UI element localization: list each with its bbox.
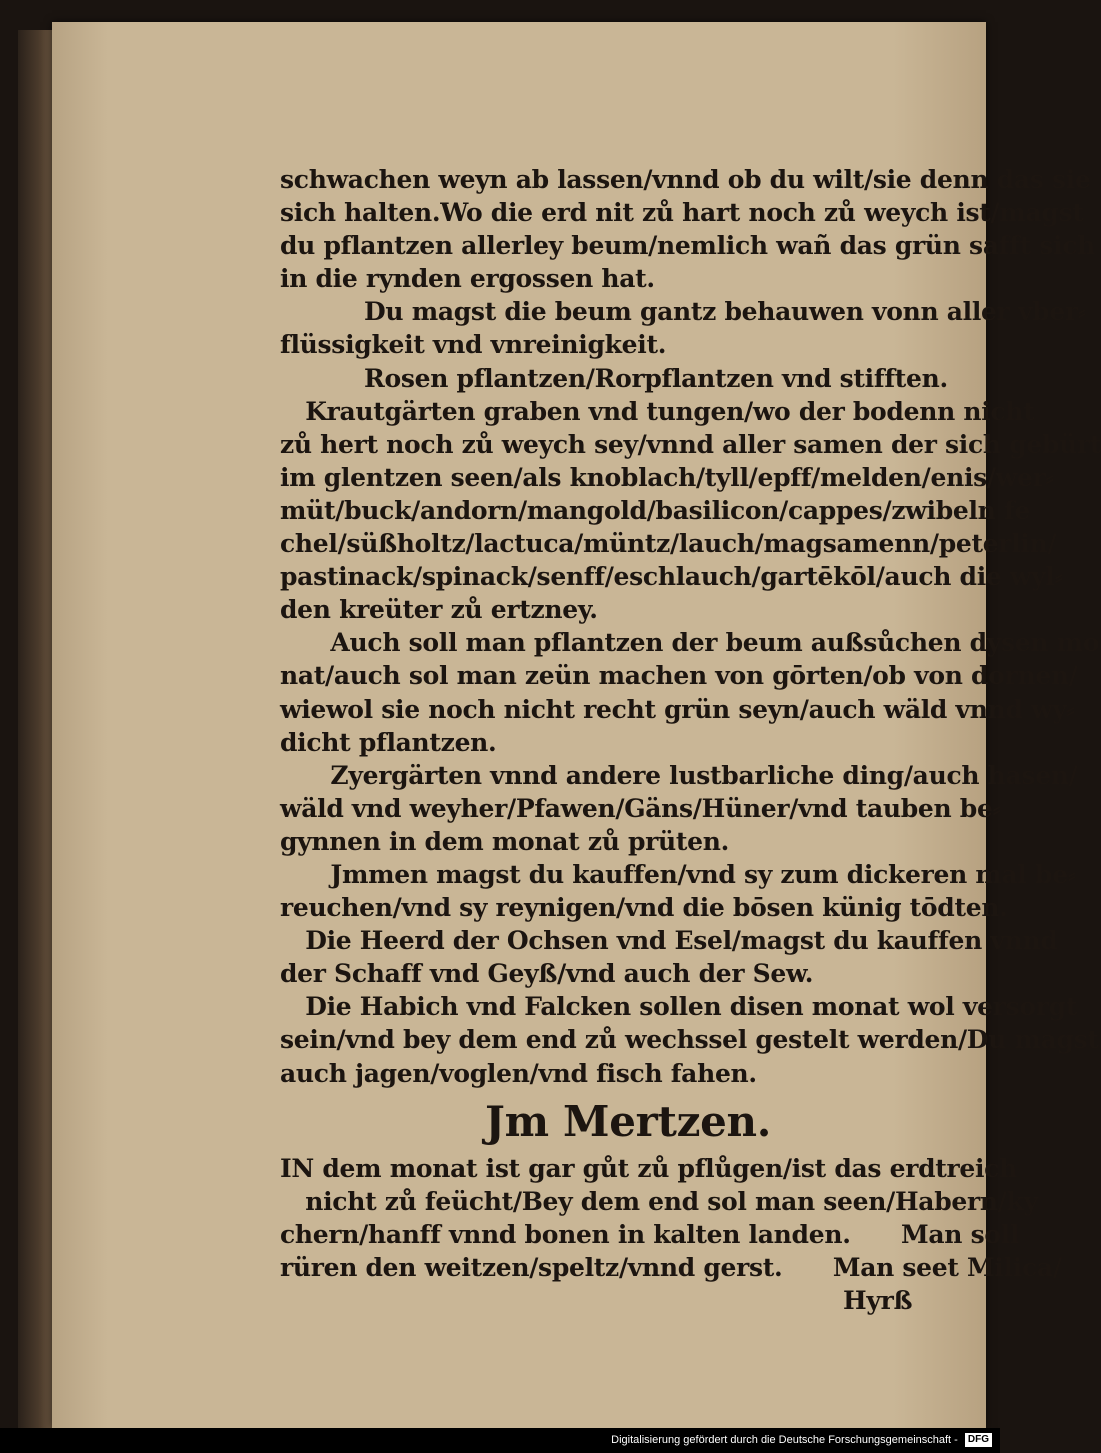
text-line: nat/auch sol man zeün machen von gōrten/ob von dornen/: [280, 661, 1078, 691]
text-line: Jmmen magst du kauffen/vnd sy zum dickeren mal be⸗: [280, 859, 1076, 889]
text-line: müt/buck/andorn/mangold/basilicon/cappes/zwibeln fe: [280, 495, 1031, 525]
text-line: Du magst die beum gantz behauwen vonn aller vber⸗: [280, 297, 1086, 327]
dfg-logo: DFG: [965, 1433, 992, 1447]
text-line: Zyergärten vnnd andere lustbarliche ding/auch hasen/: [280, 760, 1078, 790]
text-line: chern/hanff vnnd bonen in kalten landen. Man soll: [280, 1219, 1020, 1249]
text-line: Rosen pflantzen/Rorpflantzen vnd stifften.: [280, 363, 948, 393]
text-line: dicht pflantzen.: [280, 727, 497, 757]
text-line: wiewol sie noch nicht recht grün seyn/auch wäld vnnd wy⸗: [280, 694, 1075, 724]
text-line: im glentzen seen/als knoblach/tyll/epff/melden/enis/wer⸗: [280, 462, 1054, 492]
text-line: auch jagen/voglen/vnd fisch fahen.: [280, 1058, 757, 1088]
text-line: Die Heerd der Ochsen vnd Esel/magst du kauffen vnnd: [280, 926, 1058, 956]
text-line: gynnen in dem monat zů prüten.: [280, 826, 730, 856]
text-line: Krautgärten graben vnd tungen/wo der bodenn nicht: [280, 396, 1035, 426]
text-line: wäld vnd weyher/Pfawen/Gäns/Hüner/vnd tauben be⸗: [280, 793, 1001, 823]
text-line: flüssigkeit vnd vnreinigkeit.: [280, 330, 667, 360]
text-line: Die Habich vnd Falcken sollen disen monat wol versorgt: [280, 992, 1078, 1022]
text-line: chel/süßholtz/lactuca/müntz/lauch/magsamenn/peterlin/: [280, 529, 1057, 559]
text-line: IN dem monat ist gar gůt zů pflůgen/ist das erdtreich: [280, 1153, 1017, 1183]
text-line: den kreüter zů ertzney.: [280, 595, 598, 625]
text-line: sein/vnd bey dem end zů wechssel gestelt werden/Du magst: [280, 1025, 1099, 1055]
text-line: nicht zů feücht/Bey dem end sol man seen/Habern/ky: [280, 1186, 1038, 1216]
text-line: reuchen/vnd sy reynigen/vnd die bōsen künig tōdten.: [280, 893, 1008, 923]
page-text: [280, 163, 1101, 1317]
text-line: rüren den weitzen/speltz/vnnd gerst. Man seet Milica/: [280, 1252, 1062, 1282]
text-line: zů hert noch zů weych sey/vnnd aller samen der sich gebürt: [280, 429, 1101, 459]
text-line: Auch soll man pflantzen der beum außsůchen dysen mo: [280, 628, 1100, 658]
text-line: in die rynden ergossen hat.: [280, 264, 655, 294]
text-line: du pflantzen allerley beum/nemlich wañ das grün safft sich: [280, 231, 1096, 261]
text-line: Hyrß: [280, 1286, 913, 1315]
footer-credit: Digitalisierung gefördert durch die Deutsche Forschungsgemeinschaft -: [611, 1434, 958, 1446]
text-line: pastinack/spinack/senff/eschlauch/gartēkōl/auch die wyl⸗: [280, 562, 1063, 592]
footer-bar: [0, 1428, 1000, 1453]
book-spine-edge: [18, 30, 52, 1428]
section-heading: Jm Mertzen.: [485, 1096, 772, 1146]
text-line: der Schaff vnd Geyß/vnd auch der Sew.: [280, 959, 814, 989]
text-line: sich halten.Wo die erd nit zů hart noch zů weych ist/magst: [280, 198, 1084, 228]
text-line: schwachen weyn ab lassen/vnnd ob du wilt/sie denn das sie: [280, 165, 1091, 194]
